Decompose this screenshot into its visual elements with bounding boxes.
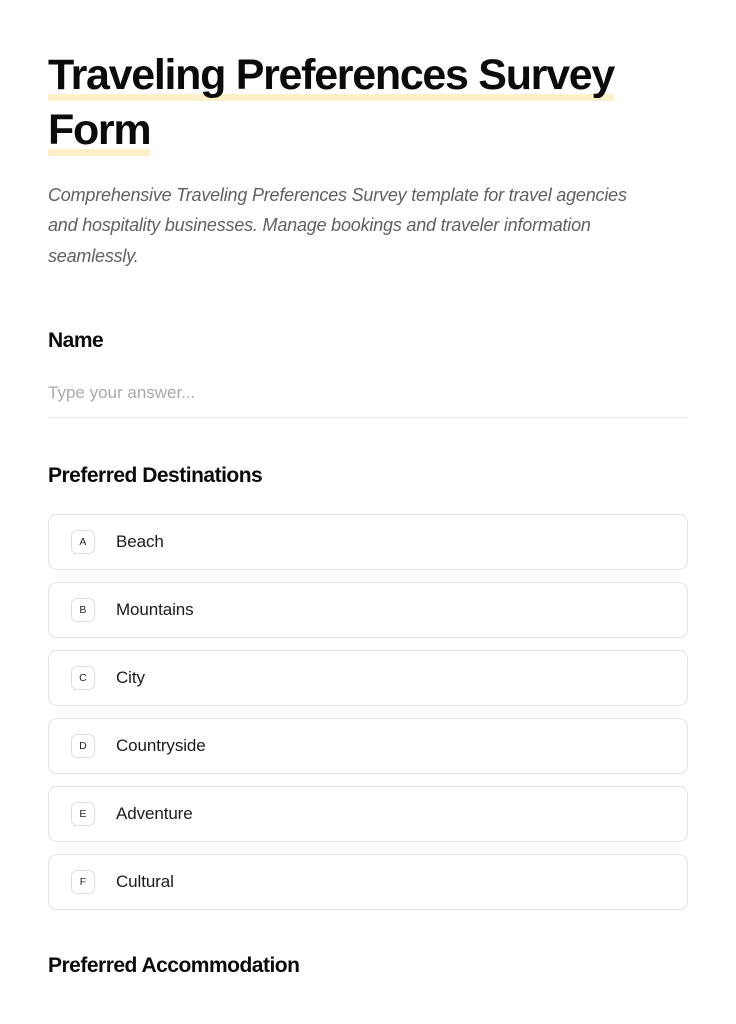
option-key-badge-f: F <box>71 870 95 894</box>
option-label-c: City <box>116 667 145 687</box>
options-list-preferred-destinations <box>48 514 688 910</box>
option-key-badge-c: C <box>71 666 95 690</box>
option-key-badge-b: B <box>71 598 95 622</box>
field-preferred-accommodation <box>48 954 688 978</box>
field-label-preferred-destinations: Preferred Destinations <box>48 463 263 487</box>
option-card-f[interactable] <box>48 854 688 910</box>
option-label-e: Adventure <box>116 803 193 823</box>
option-label-f: Cultural <box>116 871 174 891</box>
field-preferred-destinations <box>48 464 688 910</box>
option-key-badge-d: D <box>71 734 95 758</box>
option-card-c[interactable] <box>48 650 688 706</box>
field-label-name: Name <box>48 328 104 352</box>
option-card-e[interactable] <box>48 786 688 842</box>
option-key-badge-e: E <box>71 802 95 826</box>
name-input[interactable] <box>48 379 688 418</box>
form-description: Comprehensive Traveling Preferences Survey template for travel agencies and hospitality businesses. Manage bookings and traveler information seamlessly. <box>48 185 627 266</box>
option-label-d: Countryside <box>116 735 206 755</box>
option-label-b: Mountains <box>116 599 194 619</box>
field-label-preferred-accommodation: Preferred Accommodation <box>48 953 300 977</box>
name-input-wrap <box>48 379 688 420</box>
page-title <box>48 48 648 158</box>
option-card-a[interactable] <box>48 514 688 570</box>
option-card-d[interactable] <box>48 718 688 774</box>
field-name <box>48 329 688 420</box>
option-label-a: Beach <box>116 531 164 551</box>
option-card-b[interactable] <box>48 582 688 638</box>
option-key-badge-a: A <box>71 530 95 554</box>
page-title-text: Traveling Preferences Survey Form <box>48 51 614 155</box>
